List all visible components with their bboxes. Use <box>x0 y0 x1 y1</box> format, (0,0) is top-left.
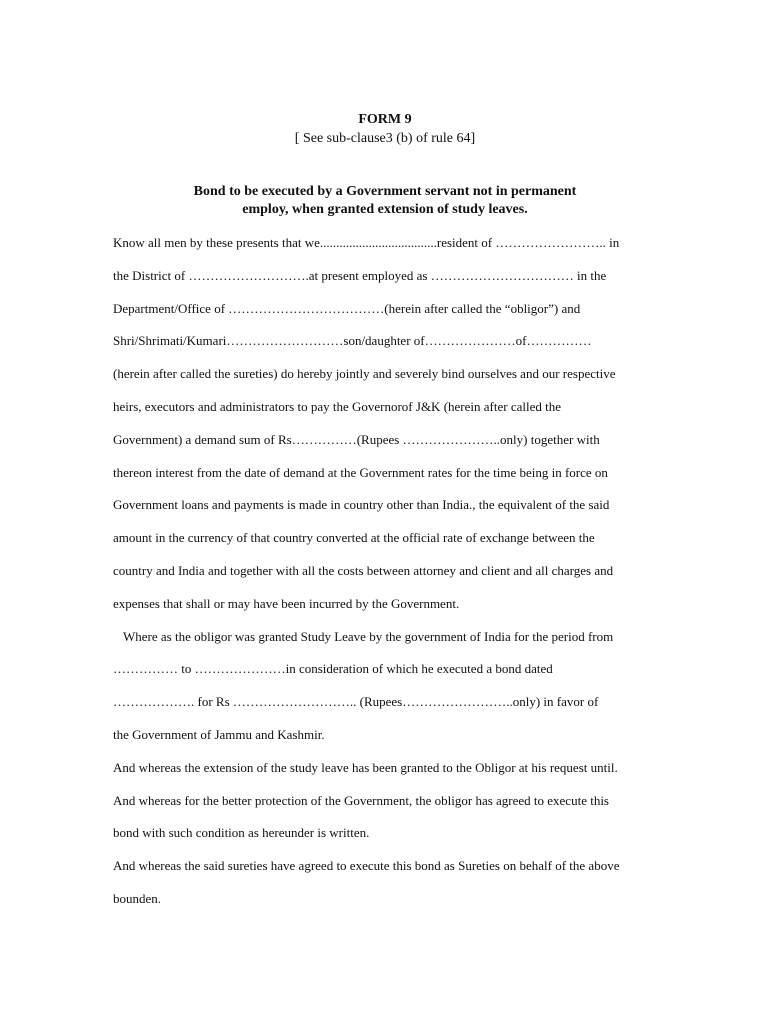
body-line: Government loans and payments is made in country other than India., the equivalent of the said <box>113 497 610 513</box>
body-line: Where as the obligor was granted Study Leave by the government of India for the period from <box>123 628 614 644</box>
body-line: bond with such condition as hereunder is written. <box>113 825 370 841</box>
body-line: Know all men by these presents that we....................................resident of …………………….. in <box>113 235 620 250</box>
body-line: expenses that shall or may have been incurred by the Government. <box>113 595 460 611</box>
body-line: ………………. for Rs ……………………….. (Rupees……………………..only) in favor of <box>113 694 599 710</box>
body-line: country and India and together with all the costs between attorney and client and all charges and <box>113 562 614 578</box>
bond-title-line: Bond to be executed by a Government servant not in permanent <box>193 184 577 199</box>
body-line: bounden. <box>113 890 162 906</box>
body-line: Shri/Shrimati/Kumari………………………son/daughter of…………………of…………… <box>113 333 592 349</box>
body-line: Government) a demand sum of Rs……………(Rupees …………………..only) together with <box>113 431 600 447</box>
body-line: And whereas the said sureties have agreed to execute this bond as Sureties on behalf of the above <box>113 858 620 874</box>
body-line: thereon interest from the date of demand at the Government rates for the time being in force on <box>113 464 608 480</box>
body-line: And whereas for the better protection of the Government, the obligor has agreed to execute this <box>113 792 609 808</box>
body-line: amount in the currency of that country converted at the official rate of exchange between the <box>113 530 595 546</box>
form-subtitle: [ See sub-clause3 (b) of rule 64] <box>294 131 476 146</box>
form-title: FORM 9 <box>358 112 412 127</box>
bond-title <box>0 183 770 219</box>
bond-body <box>113 233 673 922</box>
body-line: (herein after called the sureties) do hereby jointly and severely bind ourselves and our respective <box>113 366 616 382</box>
body-line: …………… to …………………in consideration of which he executed a bond dated <box>113 661 553 677</box>
body-line: the Government of Jammu and Kashmir. <box>113 726 325 742</box>
bond-title-line: employ, when granted extension of study leaves. <box>242 202 528 217</box>
body-line: heirs, executors and administrators to pay the Governorof J&K (herein after called the <box>113 398 561 414</box>
body-line: the District of ……………………….at present employed as …………………………… in the <box>113 267 607 283</box>
body-line: Department/Office of ………………………………(herein after called the “obligor”) and <box>113 300 581 316</box>
body-line: And whereas the extension of the study leave has been granted to the Obligor at his request until. <box>113 759 618 775</box>
